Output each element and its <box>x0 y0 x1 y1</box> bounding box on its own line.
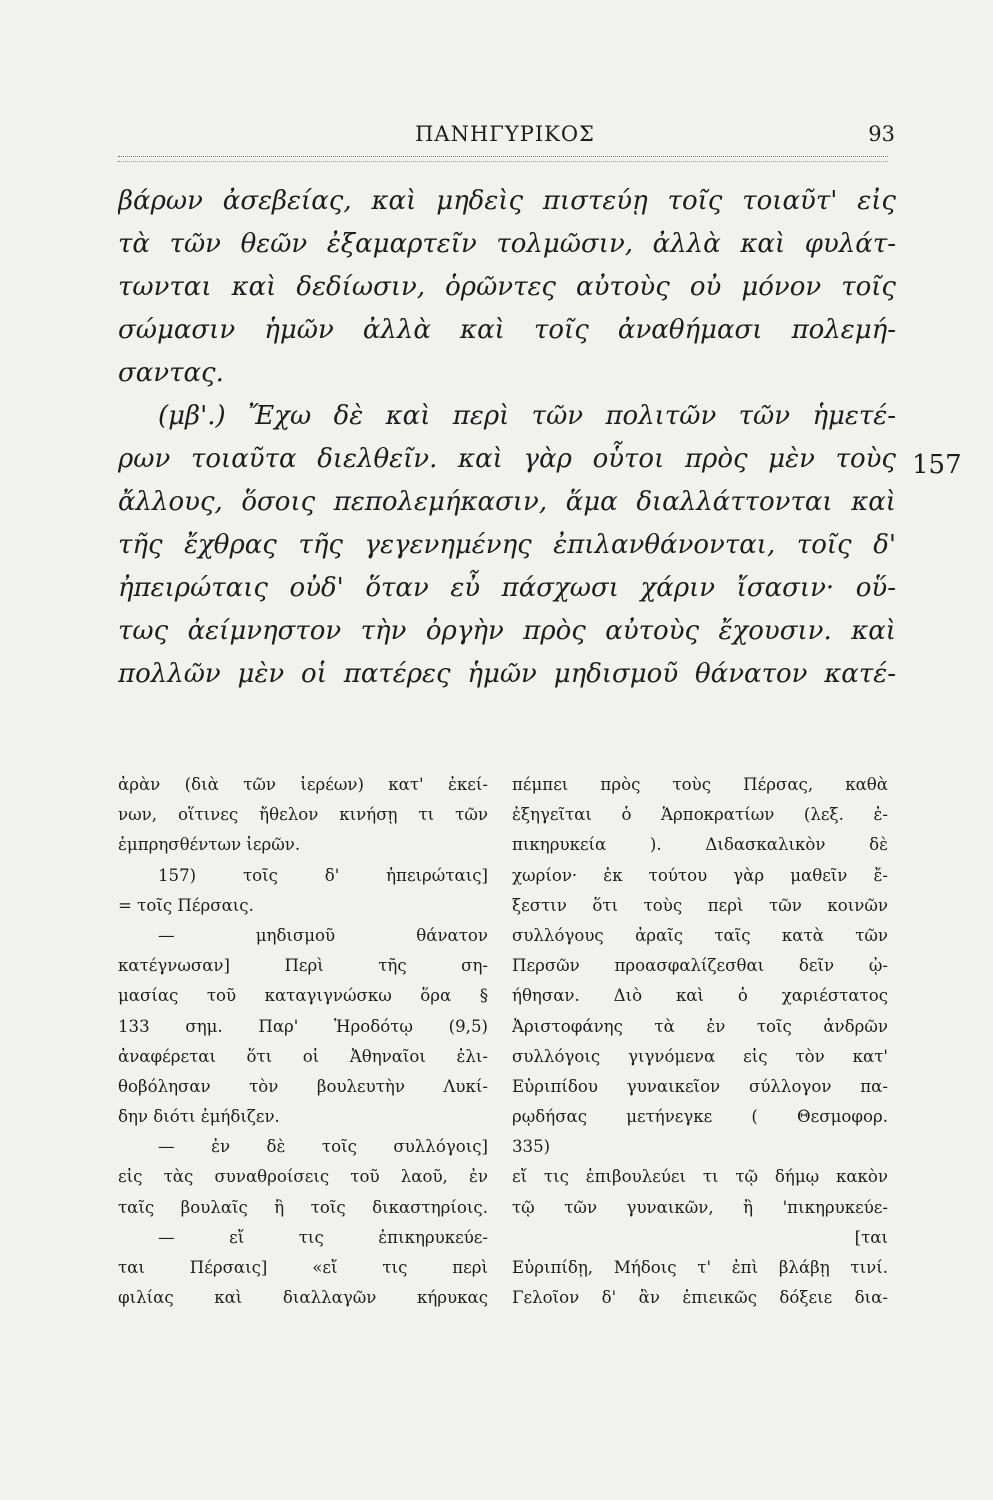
note-line: ἐξηγεῖται ὁ Ἁρποκρατίων (λεξ. ἐ- <box>512 805 888 825</box>
main-text-line: ἠπειρώταις οὐδ' ὅταν εὖ πάσχωσι χάριν ἴσασιν· οὕ- <box>118 573 896 603</box>
note-line: ἀναφέρεται ὅτι οἱ Ἀθηναῖοι ἐλι- <box>118 1046 488 1066</box>
main-text-line: βάρων ἀσεβείας, καὶ μηδεὶς πιστεύῃ τοῖς τοιαῦτ' εἰς <box>118 186 896 216</box>
note-line: δην διότι ἐμήδιζεν. <box>118 1107 280 1127</box>
note-line: — εἴ τις ἐπικηρυκεύε- <box>158 1227 488 1247</box>
note-line: ταῖς βουλαῖς ἢ τοῖς δικαστηρίοις. <box>118 1197 488 1217</box>
main-text-line: τως ἀείμνηστον τὴν ὀργὴν πρὸς αὐτοὺς ἔχουσιν. καὶ <box>118 616 896 646</box>
note-line: χωρίον· ἐκ τούτου γὰρ μαθεῖν ἔ- <box>512 865 888 885</box>
note-line: συλλόγους ἀραῖς ταῖς κατὰ τῶν <box>512 925 888 945</box>
main-text-line: σώμασιν ἡμῶν ἀλλὰ καὶ τοῖς ἀναθήμασι πολεμή- <box>118 315 896 345</box>
note-line: συλλόγοις γιγνόμενα εἰς τὸν κατ' <box>512 1046 888 1066</box>
main-text-line: τωνται καὶ δεδίωσιν, ὁρῶντες αὐτοὺς οὐ μόνον τοῖς <box>118 272 896 302</box>
note-line: πέμπει πρὸς τοὺς Πέρσας, καθὰ <box>512 775 888 794</box>
section-margin-number: 157 <box>912 450 962 480</box>
note-line: ται Πέρσαις] «εἴ τις περὶ <box>118 1258 488 1277</box>
main-text-line: τῆς ἔχθρας τῆς γεγενημένης ἐπιλανθάνονται, τοῖς δ' <box>118 530 896 560</box>
note-line: μασίας τοῦ καταγιγνώσκω ὅρα § <box>118 986 488 1006</box>
verse-line: τῷ τῶν γυναικῶν, ἢ 'πικηρυκεύε- <box>512 1197 888 1217</box>
notes-left-column <box>118 770 488 1313</box>
main-text-line: (μβ'.) Ἔχω δὲ καὶ περὶ τῶν πολιτῶν τῶν ἡμετέ- <box>158 401 896 431</box>
note-line: — μηδισμοῦ θάνατον <box>158 925 488 945</box>
note-line: ἐμπρησθέντων ἱερῶν. <box>118 835 301 855</box>
notes-right-column <box>512 770 888 1313</box>
note-line: ξεστιν ὅτι τοὺς περὶ τῶν κοινῶν <box>512 895 888 915</box>
verse-line: [ται <box>854 1227 888 1247</box>
note-line: ήθησαν. Διὸ καὶ ὁ χαριέστατος <box>512 986 888 1006</box>
note-line: — ἐν δὲ τοῖς συλλόγοις] <box>158 1137 488 1157</box>
note-line: Εὐριπίδῃ, Μήδοις τ' ἐπὶ βλάβῃ τινί. <box>512 1258 888 1277</box>
note-line: Ἀριστοφάνης τὰ ἐν τοῖς ἀνδρῶν <box>512 1016 888 1036</box>
note-line: 335) <box>512 1137 551 1157</box>
note-line: = τοῖς Πέρσαις. <box>118 895 254 915</box>
note-line: φιλίας καὶ διαλλαγῶν κήρυκας <box>118 1288 488 1308</box>
main-text-line: πολλῶν μὲν οἱ πατέρες ἡμῶν μηδισμοῦ θάνατον κατέ- <box>118 659 896 689</box>
note-line: θοβόλησαν τὸν βουλευτὴν Λυκί- <box>118 1076 488 1096</box>
note-line: ρῳδήσας μετήνεγκε ( Θεσμοφορ. <box>512 1107 888 1127</box>
note-line: Γελοῖον δ' ἂν ἐπιεικῶς δόξειε δια- <box>512 1288 888 1308</box>
main-text-line: ρων τοιαῦτα διελθεῖν. καὶ γὰρ οὗτοι πρὸς μὲν τοὺς <box>118 444 896 474</box>
running-header-title: ΠΑΝΗΓΥΡΙΚΟΣ <box>415 122 595 146</box>
main-text-block <box>118 180 896 696</box>
note-line: πικηρυκεία ). Διδασκαλικὸν δὲ <box>512 835 888 855</box>
note-line: 157) τοῖς δ' ἠπειρώταις] <box>158 865 488 885</box>
note-line: εἰς τὰς συναθροίσεις τοῦ λαοῦ, ἐν <box>118 1167 488 1187</box>
main-text-line: τὰ τῶν θεῶν ἐξαμαρτεῖν τολμῶσιν, ἀλλὰ καὶ φυλάτ- <box>118 229 896 259</box>
note-line: νων, οἵτινες ἤθελον κινήσῃ τι τῶν <box>118 805 488 825</box>
header-rule <box>118 156 888 162</box>
note-line: 133 σημ. Παρ' Ἡροδότῳ (9,5) <box>118 1016 488 1036</box>
note-line: ἀρὰν (διὰ τῶν ἱερέων) κατ' ἐκεί- <box>118 775 488 794</box>
note-line: Εὐριπίδου γυναικεῖον σύλλογον πα- <box>512 1076 888 1096</box>
main-text-line: ἄλλους, ὅσοις πεπολεμήκασιν, ἅμα διαλλάττονται καὶ <box>118 487 896 517</box>
main-text-line: σαντας. <box>118 358 224 388</box>
note-line: Περσῶν προασφαλίζεσθαι δεῖν ᾠ- <box>512 956 888 976</box>
note-line: κατέγνωσαν] Περὶ τῆς ση- <box>118 956 488 976</box>
page-number: 93 <box>868 122 895 146</box>
verse-line: εἴ τις ἐπιβουλεύει τι τῷ δήμῳ κακὸν <box>512 1167 888 1187</box>
